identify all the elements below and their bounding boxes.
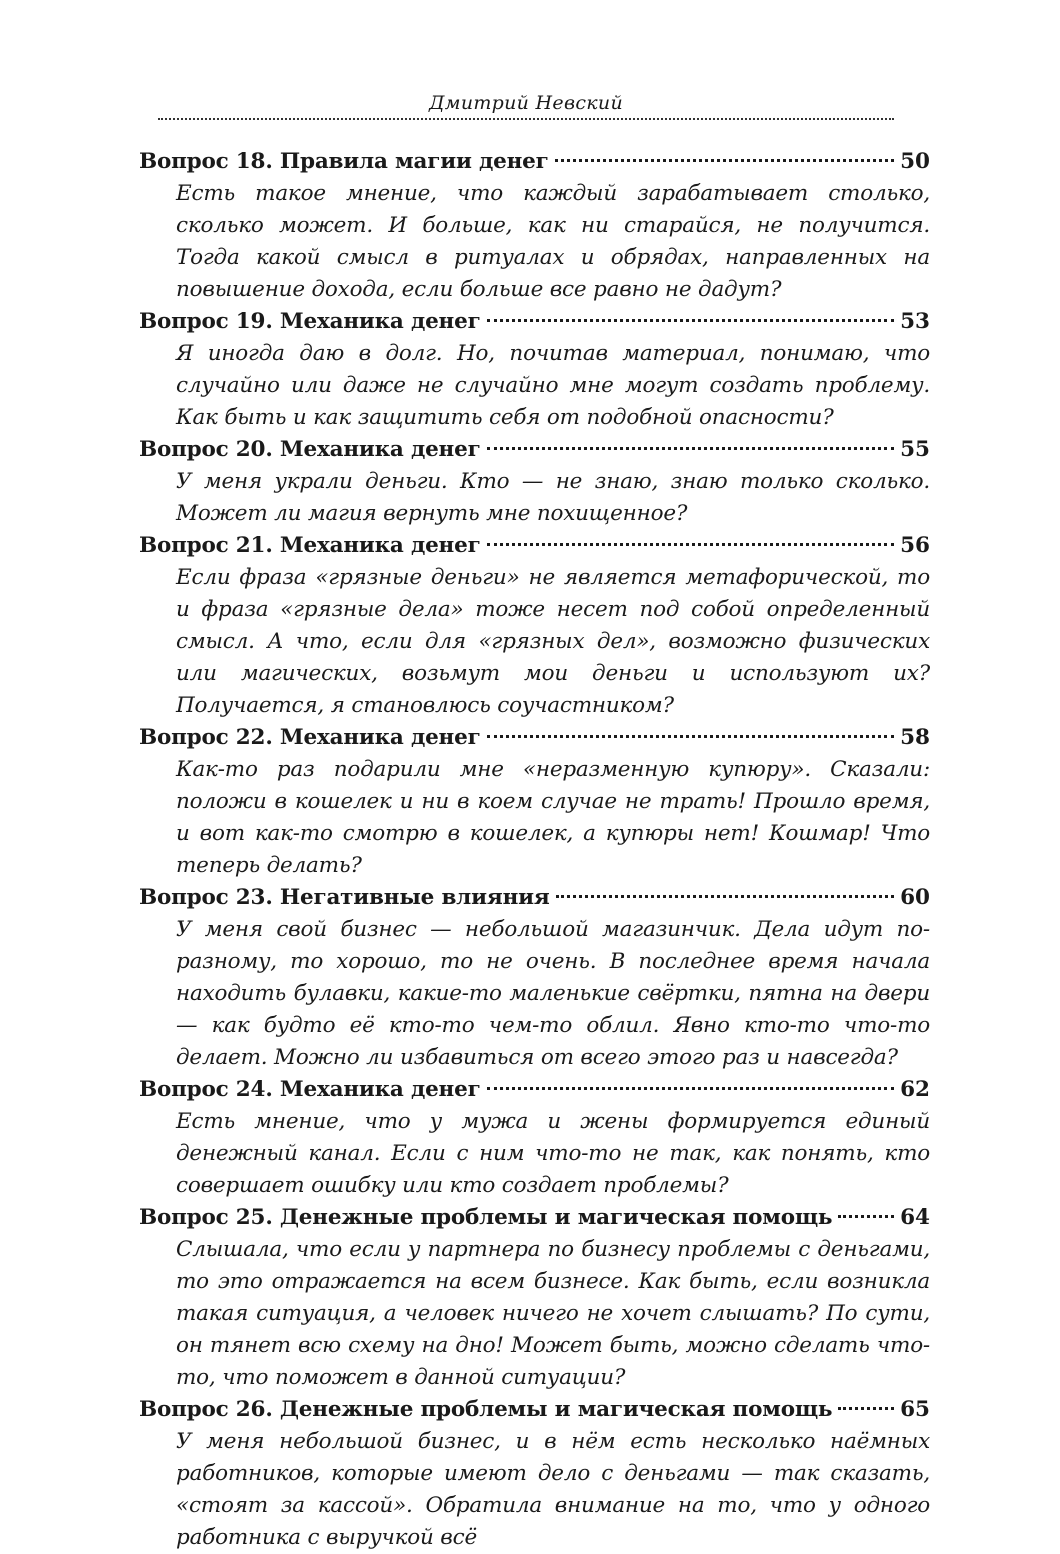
toc-entry-title: Вопрос 22. Механика денег: [139, 725, 481, 750]
toc-entry-heading: [139, 1394, 930, 1426]
dot-leader: [487, 319, 895, 322]
toc-page-number: 60: [900, 885, 930, 910]
toc-entry: [139, 434, 930, 530]
toc-page-number: 62: [900, 1077, 930, 1102]
toc-entry-description: Я иногда даю в долг. Но, почитав материал, понимаю, что случайно или даже не случайно мне могут создать проблему. Как быть и как защитить себя от подобной опасности?: [176, 341, 930, 430]
toc-entry-title: Вопрос 21. Механика денег: [139, 533, 481, 558]
toc-entry-title: Вопрос 23. Негативные влияния: [139, 885, 550, 910]
toc-entry-description: Как-то раз подарили мне «неразменную купюру». Сказали: положи в кошелек и ни в коем случае не трать! Прошло время, и вот как-то смотрю в кошелек, а купюры нет! Кошмар! Что теперь делать?: [176, 757, 930, 878]
toc-entry-heading: [139, 530, 930, 562]
toc-page-number: 64: [900, 1205, 930, 1230]
dot-leader: [487, 447, 895, 450]
dot-leader: [555, 159, 895, 162]
toc-entry-heading: [139, 306, 930, 338]
toc-entry: [139, 722, 930, 882]
toc-entry-heading: [139, 434, 930, 466]
toc-page-number: 50: [900, 149, 930, 174]
dot-leader: [838, 1215, 894, 1218]
toc-entry-title: Вопрос 24. Механика денег: [139, 1077, 481, 1102]
toc-page-number: 55: [900, 437, 930, 462]
toc-entry: [139, 146, 930, 306]
dot-leader: [487, 1087, 895, 1090]
toc-page-number: 53: [900, 309, 930, 334]
toc-entry-title: Вопрос 26. Денежные проблемы и магическая помощь: [139, 1397, 833, 1422]
toc-entry: [139, 530, 930, 722]
toc-entry-heading: [139, 722, 930, 754]
toc-entry-heading: [139, 1074, 930, 1106]
toc-entry-title: Вопрос 20. Механика денег: [139, 437, 481, 462]
toc-entry: [139, 1202, 930, 1394]
toc-entry-title: Вопрос 19. Механика денег: [139, 309, 481, 334]
toc-page-number: 58: [900, 725, 930, 750]
toc-entry-title: Вопрос 25. Денежные проблемы и магическая помощь: [139, 1205, 833, 1230]
toc-entry-description: Слышала, что если у партнера по бизнесу проблемы с деньгами, то это отражается на всем бизнесе. Как быть, если возникла такая ситуация, а человек ничего не хочет слышать? По сути, он тянет всю схему на дно! Может быть, можно сделать что-то, что поможет в данной ситуации?: [176, 1237, 930, 1390]
toc-entry-heading: [139, 882, 930, 914]
toc-entry-description: У меня свой бизнес — небольшой магазинчик. Дела идут по-разному, то хорошо, то не очень. В последнее время начала находить булавки, какие-то маленькие свёртки, пятна на двери — как будто её кто-то чем-то облил. Явно кто-то что-то делает. Можно ли избавиться от всего этого раз и навсегда?: [176, 917, 930, 1070]
toc-entry: [139, 882, 930, 1074]
toc-entry-description: Есть мнение, что у мужа и жены формируется единый денежный канал. Если с ним что-то не так, как понять, кто совершает ошибку или кто создает проблемы?: [176, 1109, 930, 1198]
running-header: Дмитрий Невский: [429, 92, 623, 114]
toc-entry: [139, 1394, 930, 1554]
toc-entry-title: Вопрос 18. Правила магии денег: [139, 149, 549, 174]
toc-entry-heading: [139, 146, 930, 178]
toc-entry-description: У меня небольшой бизнес, и в нём есть несколько наёмных работников, которые имеют дело с деньгами — так сказать, «стоят за кассой». Обратила внимание на то, что у одного работника с выручкой всё: [176, 1429, 930, 1550]
table-of-contents: [139, 146, 930, 1554]
toc-entry-description: У меня украли деньги. Кто — не знаю, знаю только сколько. Может ли магия вернуть мне похищенное?: [176, 469, 930, 526]
toc-entry: [139, 1074, 930, 1202]
dot-leader: [556, 895, 895, 898]
toc-entry-description: Если фраза «грязные деньги» не является метафорической, то и фраза «грязные дела» тоже несет под собой определенный смысл. А что, если для «грязных дел», возможно физических или магических, возьмут мои деньги и используют их? Получается, я становлюсь соучастником?: [176, 565, 930, 718]
toc-page-number: 56: [900, 533, 930, 558]
header-dotted-rule: [158, 118, 894, 120]
dot-leader: [838, 1407, 894, 1410]
toc-entry: [139, 306, 930, 434]
toc-entry-heading: [139, 1202, 930, 1234]
toc-page-number: 65: [900, 1397, 930, 1422]
toc-entry-description: Есть такое мнение, что каждый зарабатывает столько, сколько может. И больше, как ни старайся, не получится. Тогда какой смысл в ритуалах и обрядах, направленных на повышение дохода, если больше все равно не дадут?: [176, 181, 930, 302]
dot-leader: [487, 543, 895, 546]
dot-leader: [487, 735, 895, 738]
